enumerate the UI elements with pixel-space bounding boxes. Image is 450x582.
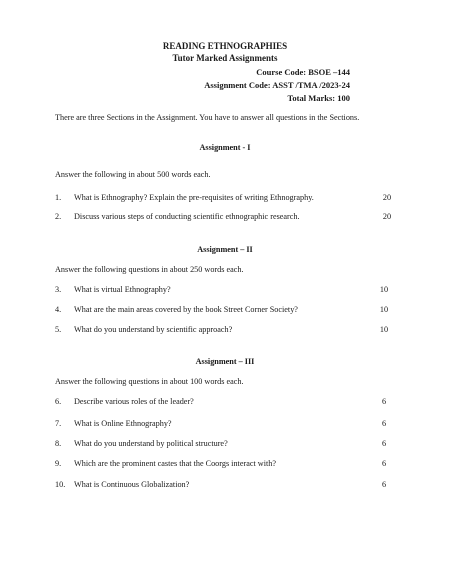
question-text: Describe various roles of the leader? [74,397,194,406]
question-text: What is Online Ethnography? [74,419,172,428]
question-marks: 6 [381,439,387,448]
question-text: What is Ethnography? Explain the pre-requisites of writing Ethnography. [74,193,314,202]
question-marks: 6 [381,419,387,428]
assignment-code: Assignment Code: ASST /TMA /2023-24 [204,80,350,90]
question-marks: 20 [382,193,392,202]
question-marks: 6 [381,459,387,468]
document-title: READING ETHNOGRAPHIES [162,41,288,51]
question-number: 6. [55,397,62,406]
question-number: 3. [55,285,62,294]
intro-text: There are three Sections in the Assignment. You have to answer all questions in the Sections. [55,113,360,122]
question-marks: 6 [381,480,387,489]
question-number: 10. [55,480,66,489]
question-number: 4. [55,305,62,314]
question-text: What do you understand by political structure? [74,439,228,448]
question-marks: 20 [382,212,392,221]
section-instruction: Answer the following questions in about 250 words each. [55,265,244,274]
question-marks: 6 [381,397,387,406]
document-subtitle: Tutor Marked Assignments [172,53,278,63]
question-marks: 10 [379,285,389,294]
question-number: 5. [55,325,62,334]
question-text: What are the main areas covered by the book Street Corner Society? [74,305,298,314]
question-marks: 10 [379,305,389,314]
question-text: Which are the prominent castes that the Coorgs interact with? [74,459,276,468]
course-code: Course Code: BSOE –144 [256,67,350,77]
total-marks: Total Marks: 100 [287,93,350,103]
question-number: 7. [55,419,62,428]
question-number: 8. [55,439,62,448]
section-instruction: Answer the following in about 500 words each. [55,170,211,179]
section-heading: Assignment – II [197,245,253,254]
question-number: 1. [55,193,62,202]
question-number: 9. [55,459,62,468]
question-text: What is virtual Ethnography? [74,285,171,294]
question-number: 2. [55,212,62,221]
question-text: What is Continuous Globalization? [74,480,190,489]
question-text: What do you understand by scientific approach? [74,325,233,334]
question-text: Discuss various steps of conducting scientific ethnographic research. [74,212,300,221]
section-instruction: Answer the following questions in about 100 words each. [55,377,244,386]
section-heading: Assignment - I [199,143,251,152]
section-heading: Assignment – III [195,357,255,366]
question-marks: 10 [379,325,389,334]
